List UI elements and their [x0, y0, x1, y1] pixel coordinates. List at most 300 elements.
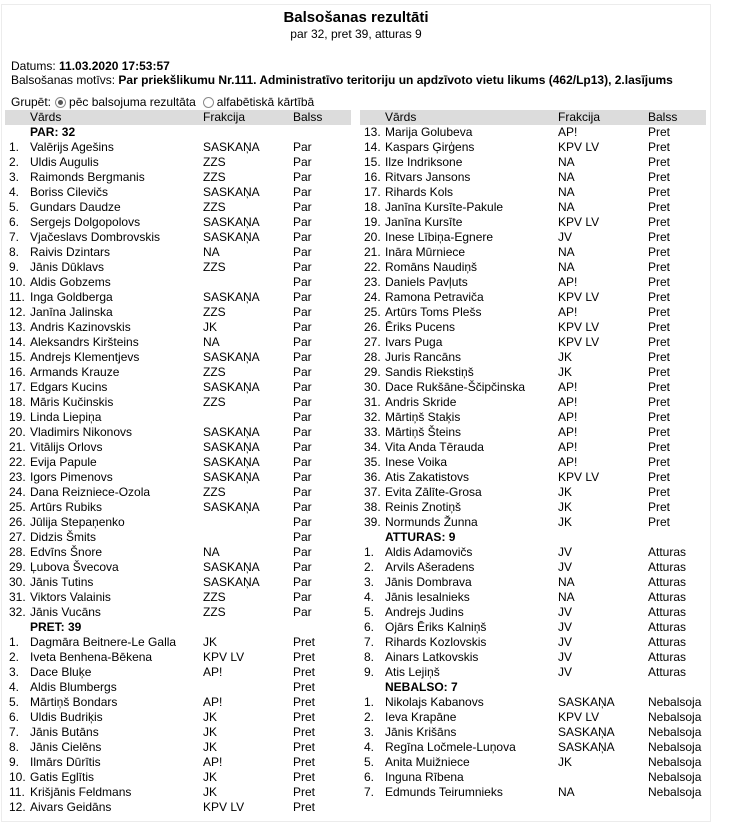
row-number: 34.	[364, 440, 381, 454]
header-name: Vārds	[30, 110, 62, 124]
faction: ZZS	[203, 590, 226, 604]
faction: JV	[558, 605, 573, 619]
row-number: 24.	[364, 290, 381, 304]
faction: ZZS	[203, 305, 226, 319]
deputy-name: Jānis Butāns	[30, 725, 99, 739]
vote: Nebalsoja	[648, 710, 702, 724]
deputy-name: Kaspars Ģirģens	[385, 140, 475, 154]
table-row	[5, 755, 351, 770]
group-heading	[5, 620, 351, 635]
vote: Pret	[293, 680, 316, 694]
faction: NA	[203, 245, 220, 259]
table-body-right	[360, 125, 706, 800]
vote: Atturas	[648, 590, 687, 604]
row-number: 26.	[9, 515, 26, 529]
row-number: 5.	[364, 755, 375, 769]
vote: Pret	[648, 185, 671, 199]
row-number: 1.	[364, 695, 375, 709]
radio-alphabetical-label[interactable]: alfabētiskā kārtībā	[216, 95, 315, 109]
faction: JK	[558, 755, 573, 769]
vote: Par	[293, 155, 312, 169]
table-row	[5, 455, 351, 470]
table-row	[5, 260, 351, 275]
vote: Par	[293, 185, 312, 199]
vote: Par	[293, 575, 312, 589]
row-number: 2.	[364, 710, 375, 724]
faction: JV	[558, 650, 573, 664]
table-row	[360, 695, 706, 710]
row-number: 22.	[9, 455, 26, 469]
table-row	[5, 740, 351, 755]
table-row	[360, 605, 706, 620]
row-number: 15.	[9, 350, 26, 364]
deputy-name: Vita Anda Tērauda	[385, 440, 484, 454]
table-row	[360, 575, 706, 590]
row-number: 21.	[364, 245, 381, 259]
faction: SASKAŅA	[203, 185, 260, 199]
vote: Par	[293, 215, 312, 229]
vote: Par	[293, 410, 312, 424]
table-row	[360, 785, 706, 800]
group-heading-label: PAR: 32	[30, 125, 76, 139]
faction: ZZS	[203, 170, 226, 184]
table-body-left	[5, 125, 351, 815]
deputy-name: Ēriks Pucens	[385, 320, 456, 334]
faction: JK	[558, 365, 573, 379]
faction: NA	[558, 155, 575, 169]
results-table-left	[5, 110, 351, 815]
faction: JK	[203, 725, 218, 739]
faction: SASKAŅA	[203, 215, 260, 229]
header-vote: Balss	[293, 110, 323, 124]
table-row	[5, 515, 351, 530]
faction: SASKAŅA	[203, 455, 260, 469]
row-number: 30.	[9, 575, 26, 589]
row-number: 6.	[364, 620, 375, 634]
vote: Pret	[648, 380, 671, 394]
row-number: 11.	[9, 290, 25, 304]
vote: Par	[293, 470, 312, 484]
group-heading-label: NEBALSO: 7	[385, 680, 458, 694]
faction: AP!	[203, 695, 223, 709]
faction: KPV LV	[558, 335, 600, 349]
table-row	[360, 275, 706, 290]
row-number: 32.	[364, 410, 381, 424]
faction: SASKAŅA	[203, 380, 260, 394]
vote: Par	[293, 545, 312, 559]
faction: NA	[203, 545, 220, 559]
deputy-name: Jānis Dūklavs	[30, 260, 105, 274]
deputy-name: Ļubova Švecova	[30, 560, 119, 574]
row-number: 33.	[364, 425, 381, 439]
vote: Pret	[648, 365, 671, 379]
faction: KPV LV	[558, 215, 600, 229]
faction: KPV LV	[203, 800, 245, 814]
deputy-name: Anita Muižniece	[385, 755, 470, 769]
deputy-name: Edmunds Teirumnieks	[385, 785, 503, 799]
table-row	[5, 410, 351, 425]
header-faction: Frakcija	[558, 110, 601, 124]
deputy-name: Ilze Indriksone	[385, 155, 463, 169]
faction: JK	[203, 635, 218, 649]
table-row	[360, 425, 706, 440]
group-heading-label: PRET: 39	[30, 620, 82, 634]
vote: Pret	[648, 290, 671, 304]
row-number: 20.	[364, 230, 381, 244]
vote: Pret	[293, 650, 316, 664]
date-label: Datums:	[11, 59, 56, 73]
table-row	[360, 335, 706, 350]
table-row	[360, 770, 706, 785]
faction: SASKAŅA	[203, 500, 260, 514]
faction: AP!	[558, 410, 578, 424]
results-table-right	[360, 110, 706, 800]
vote: Pret	[293, 740, 316, 754]
faction: SASKAŅA	[203, 440, 260, 454]
vote: Pret	[648, 470, 671, 484]
deputy-name: Ritvars Jansons	[385, 170, 471, 184]
date-value: 11.03.2020 17:53:57	[59, 59, 170, 73]
row-number: 7.	[364, 635, 375, 649]
row-number: 29.	[9, 560, 26, 574]
deputy-name: Jānis Tutins	[30, 575, 94, 589]
table-row	[360, 740, 706, 755]
faction: JK	[558, 485, 573, 499]
vote: Par	[293, 440, 312, 454]
table-row	[5, 770, 351, 785]
deputy-name: Dace Rukšāne-Ščipčinska	[385, 380, 526, 394]
deputy-name: Mārtiņš Šteins	[385, 425, 462, 439]
faction: SASKAŅA	[558, 725, 615, 739]
faction: SASKAŅA	[203, 350, 260, 364]
deputy-name: Jānis Vucāns	[30, 605, 101, 619]
faction: NA	[558, 785, 575, 799]
faction: KPV LV	[558, 710, 600, 724]
table-row	[5, 725, 351, 740]
faction: NA	[558, 575, 575, 589]
deputy-name: Normunds Žunna	[385, 515, 478, 529]
faction: KPV LV	[558, 140, 600, 154]
table-row	[360, 170, 706, 185]
row-number: 24.	[9, 485, 26, 499]
vote: Pret	[648, 500, 671, 514]
table-row	[5, 350, 351, 365]
row-number: 6.	[9, 710, 20, 724]
deputy-name: Jānis Iesalnieks	[385, 590, 470, 604]
row-number: 4.	[9, 185, 20, 199]
vote: Pret	[648, 155, 671, 169]
table-row	[5, 185, 351, 200]
deputy-name: Krišjānis Feldmans	[30, 785, 132, 799]
row-number: 39.	[364, 515, 381, 529]
deputy-name: Ināra Mūrniece	[385, 245, 466, 259]
radio-by-result[interactable]	[55, 97, 66, 108]
table-row	[5, 800, 351, 815]
vote: Par	[293, 365, 312, 379]
deputy-name: Evita Zālīte-Grosa	[385, 485, 482, 499]
deputy-name: Artūrs Toms Plešs	[385, 305, 482, 319]
table-row	[5, 395, 351, 410]
deputy-name: Uldis Budriķis	[30, 710, 103, 724]
grouping-label: Grupēt:	[11, 95, 52, 109]
motive-label: Balsošanas motīvs:	[11, 73, 116, 87]
deputy-name: Atis Lejiņš	[385, 665, 440, 679]
row-number: 23.	[9, 470, 26, 484]
vote: Atturas	[648, 635, 687, 649]
vote: Par	[293, 170, 312, 184]
table-row	[360, 260, 706, 275]
row-number: 7.	[364, 785, 375, 799]
deputy-name: Sandis Riekstiņš	[385, 365, 474, 379]
group-heading	[360, 530, 706, 545]
vote: Par	[293, 530, 312, 544]
row-number: 2.	[9, 650, 20, 664]
faction: AP!	[558, 455, 578, 469]
row-number: 12.	[9, 800, 26, 814]
vote: Pret	[293, 785, 316, 799]
table-row	[5, 575, 351, 590]
faction: AP!	[558, 425, 578, 439]
row-number: 15.	[364, 155, 381, 169]
vote: Pret	[648, 440, 671, 454]
table-row	[360, 290, 706, 305]
vote: Pret	[648, 485, 671, 499]
deputy-name: Rihards Kols	[385, 185, 454, 199]
table-row	[360, 185, 706, 200]
faction: SASKAŅA	[203, 575, 260, 589]
table-row	[360, 560, 706, 575]
table-row	[360, 245, 706, 260]
table-row	[5, 245, 351, 260]
row-number: 27.	[9, 530, 26, 544]
faction: ZZS	[203, 155, 226, 169]
vote: Pret	[293, 755, 316, 769]
table-row	[5, 680, 351, 695]
deputy-name: Vladimirs Nikonovs	[30, 425, 133, 439]
table-row	[5, 710, 351, 725]
row-number: 17.	[9, 380, 26, 394]
table-row	[5, 560, 351, 575]
deputy-name: Valērijs Agešins	[30, 140, 114, 154]
deputy-name: Gatis Eglītis	[30, 770, 95, 784]
row-number: 14.	[364, 140, 381, 154]
table-row	[360, 215, 706, 230]
faction: JK	[558, 350, 573, 364]
deputy-name: Jānis Dombrava	[385, 575, 472, 589]
row-number: 19.	[9, 410, 26, 424]
row-number: 10.	[9, 275, 26, 289]
deputy-name: Dace Bluķe	[30, 665, 92, 679]
deputy-name: Aleksandrs Kiršteins	[30, 335, 139, 349]
motive-value: Par priekšlikumu Nr.111. Administratīvo teritoriju un apdzīvoto vietu likums (462/Lp13), 2.lasījums	[118, 73, 673, 87]
row-number: 28.	[9, 545, 26, 559]
faction: JV	[558, 230, 573, 244]
page-title: Balsošanas rezultāti	[283, 9, 429, 26]
table-row	[360, 455, 706, 470]
deputy-name: Janīna Kursīte	[385, 215, 463, 229]
row-number: 31.	[9, 590, 26, 604]
row-number: 3.	[9, 170, 20, 184]
row-number: 16.	[9, 365, 26, 379]
deputy-name: Andris Kazinovskis	[30, 320, 131, 334]
row-number: 6.	[9, 215, 20, 229]
table-row	[360, 365, 706, 380]
row-number: 5.	[364, 605, 375, 619]
deputy-name: Vitālijs Orlovs	[30, 440, 103, 454]
row-number: 4.	[9, 680, 20, 694]
faction: JK	[203, 770, 218, 784]
date-line	[11, 59, 170, 73]
row-number: 1.	[9, 140, 20, 154]
table-row	[5, 230, 351, 245]
vote: Pret	[648, 140, 671, 154]
vote: Pret	[648, 125, 671, 139]
row-number: 10.	[9, 770, 26, 784]
vote: Atturas	[648, 665, 687, 679]
deputy-name: Uldis Augulis	[30, 155, 99, 169]
vote: Pret	[648, 275, 671, 289]
faction: JK	[203, 710, 218, 724]
table-row	[360, 440, 706, 455]
table-row	[5, 485, 351, 500]
table-row	[360, 305, 706, 320]
deputy-name: Marija Golubeva	[385, 125, 473, 139]
row-number: 13.	[9, 320, 26, 334]
table-row	[5, 665, 351, 680]
vote: Par	[293, 515, 312, 529]
row-number: 16.	[364, 170, 381, 184]
vote: Pret	[648, 395, 671, 409]
deputy-name: Daniels Pavļuts	[385, 275, 468, 289]
vote: Par	[293, 590, 312, 604]
table-header	[360, 110, 706, 125]
vote: Par	[293, 425, 312, 439]
deputy-name: Reinis Znotiņš	[385, 500, 462, 514]
row-number: 31.	[364, 395, 381, 409]
page-subtitle: par 32, pret 39, atturas 9	[290, 27, 422, 41]
faction: JV	[558, 635, 573, 649]
vote: Par	[293, 380, 312, 394]
faction: ZZS	[203, 260, 226, 274]
table-row	[360, 410, 706, 425]
row-number: 9.	[9, 755, 20, 769]
faction: ZZS	[203, 200, 226, 214]
faction: JV	[558, 665, 573, 679]
deputy-name: Mārtiņš Bondars	[30, 695, 118, 709]
vote: Atturas	[648, 620, 687, 634]
row-number: 3.	[364, 725, 375, 739]
deputy-name: Inese Lībiņa-Egnere	[385, 230, 494, 244]
row-number: 22.	[364, 260, 381, 274]
faction: SASKAŅA	[558, 695, 615, 709]
motive-line	[11, 73, 673, 87]
faction: SASKAŅA	[203, 425, 260, 439]
table-row	[360, 515, 706, 530]
row-number: 13.	[364, 125, 381, 139]
faction: SASKAŅA	[558, 740, 615, 754]
vote: Par	[293, 305, 312, 319]
vote: Pret	[648, 335, 671, 349]
vote: Pret	[293, 665, 316, 679]
table-row	[360, 650, 706, 665]
deputy-name: Ojārs Ēriks Kalniņš	[385, 620, 487, 634]
table-row	[360, 545, 706, 560]
radio-alphabetical[interactable]	[203, 97, 214, 108]
faction: AP!	[558, 125, 578, 139]
table-row	[360, 350, 706, 365]
vote: Par	[293, 455, 312, 469]
group-heading-label: ATTURAS: 9	[385, 530, 456, 544]
deputy-name: Dana Reizniece-Ozola	[30, 485, 151, 499]
faction: KPV LV	[558, 320, 600, 334]
header-vote: Balss	[648, 110, 678, 124]
row-number: 9.	[9, 260, 20, 274]
row-number: 12.	[9, 305, 26, 319]
row-number: 20.	[9, 425, 26, 439]
deputy-name: Linda Liepiņa	[30, 410, 102, 424]
vote: Pret	[648, 350, 671, 364]
vote: Par	[293, 320, 312, 334]
row-number: 25.	[9, 500, 26, 514]
vote: Pret	[648, 260, 671, 274]
table-row	[5, 170, 351, 185]
table-row	[360, 635, 706, 650]
row-number: 14.	[9, 335, 26, 349]
row-number: 23.	[364, 275, 381, 289]
faction: JK	[203, 740, 218, 754]
faction: SASKAŅA	[203, 470, 260, 484]
row-number: 4.	[364, 740, 375, 754]
faction: JK	[558, 500, 573, 514]
table-row	[5, 155, 351, 170]
deputy-name: Andrejs Klementjevs	[30, 350, 140, 364]
deputy-name: Mārtiņš Staķis	[385, 410, 461, 424]
table-header	[5, 110, 351, 125]
deputy-name: Jānis Cielēns	[30, 740, 102, 754]
table-row	[5, 365, 351, 380]
deputy-name: Nikolajs Kabanovs	[385, 695, 484, 709]
row-number: 5.	[9, 200, 20, 214]
row-number: 30.	[364, 380, 381, 394]
table-row	[360, 155, 706, 170]
deputy-name: Inese Voika	[385, 455, 448, 469]
row-number: 2.	[9, 155, 20, 169]
row-number: 19.	[364, 215, 381, 229]
table-row	[5, 200, 351, 215]
deputy-name: Romāns Naudiņš	[385, 260, 478, 274]
faction: SASKAŅA	[203, 140, 260, 154]
deputy-name: Ilmārs Dūrītis	[30, 755, 101, 769]
faction: JK	[203, 785, 218, 799]
table-row	[5, 380, 351, 395]
row-number: 27.	[364, 335, 381, 349]
faction: JV	[558, 545, 573, 559]
vote: Pret	[648, 245, 671, 259]
vote: Atturas	[648, 605, 687, 619]
faction: NA	[558, 170, 575, 184]
faction: SASKAŅA	[203, 560, 260, 574]
deputy-name: Aldis Blumbergs	[30, 680, 117, 694]
vote: Nebalsoja	[648, 740, 702, 754]
vote: Par	[293, 500, 312, 514]
row-number: 1.	[364, 545, 375, 559]
radio-by-result-label[interactable]: pēc balsojuma rezultāta	[69, 95, 196, 109]
faction: AP!	[203, 665, 223, 679]
deputy-name: Ieva Krapāne	[385, 710, 457, 724]
faction: ZZS	[203, 485, 226, 499]
table-row	[360, 725, 706, 740]
deputy-name: Sergejs Dolgopolovs	[30, 215, 141, 229]
